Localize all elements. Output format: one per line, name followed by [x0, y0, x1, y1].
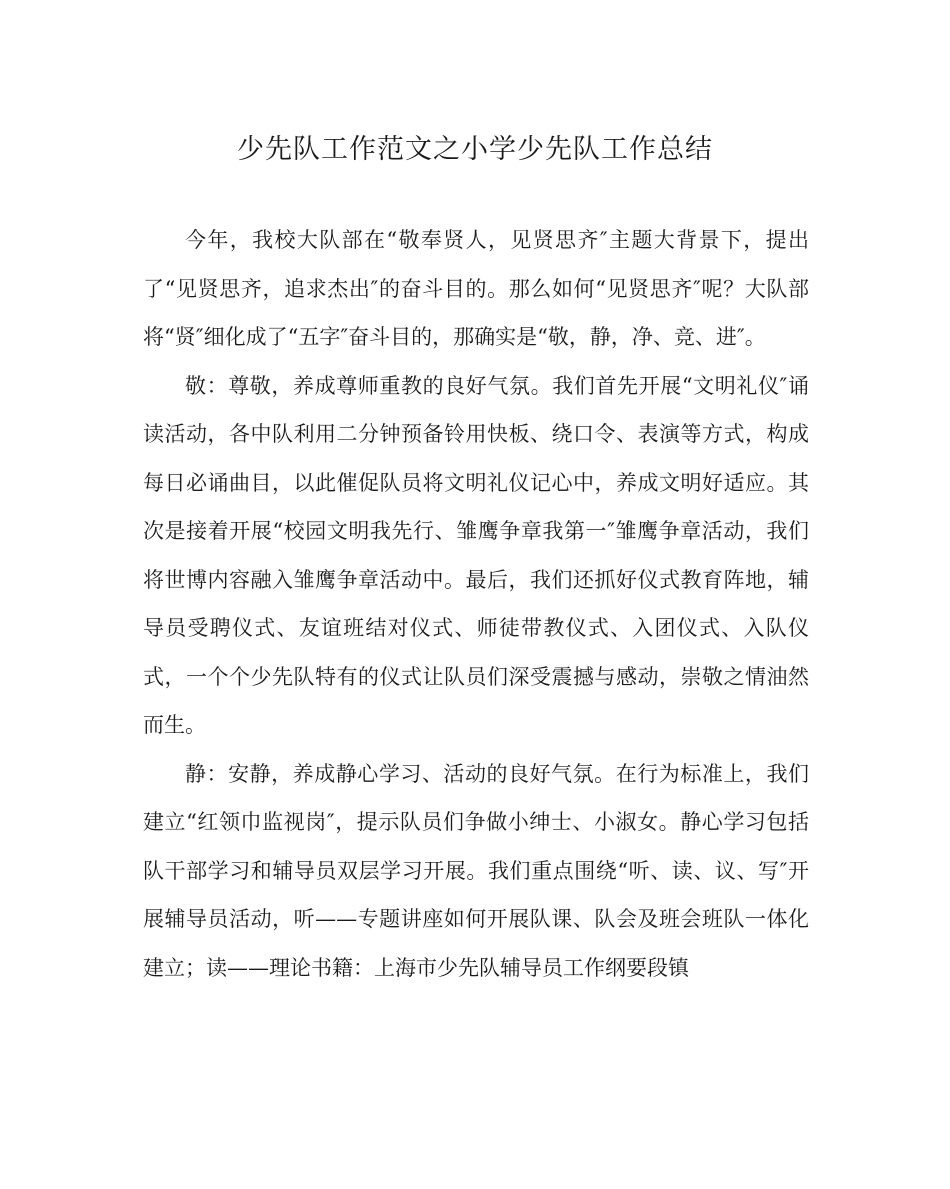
paragraph-quiet: 静：安静，养成静心学习、活动的良好气氛。在行为标准上，我们建立“红领巾监视岗″，提示队员们争做小绅士、小淑女。静心学习包括队干部学习和辅导员双层学习开展。我们重点围绕“听、读、议、写″开展辅导员活动，听——专题讲座如何开展队课、队会及班会班队一体化建立；读——理论书籍：上海市少先队辅导员工作纲要段镇: [143, 761, 809, 980]
document-body: [143, 216, 809, 992]
document-title: 少先队工作范文之小学少先队工作总结: [237, 134, 713, 165]
paragraph-intro: 今年，我校大队部在“敬奉贤人，见贤思齐″主题大背景下，提出了“见贤思齐，追求杰出″的奋斗目的。那么如何“见贤思齐″呢？大队部将“贤″细化成了“五字″奋斗目的，那确实是“敬，静，净、竞、进″。: [143, 228, 809, 349]
paragraph-respect: 敬：尊敬，养成尊师重教的良好气氛。我们首先开展“文明礼仪″诵读活动，各中队利用二分钟预备铃用快板、绕口令、表演等方式，构成每日必诵曲目，以此催促队员将文明礼仪记心中，养成文明好适应。其次是接着开展“校园文明我先行、雏鹰争章我第一″雏鹰争章活动，我们将世博内容融入雏鹰争章活动中。最后，我们还抓好仪式教育阵地，辅导员受聘仪式、友谊班结对仪式、师徒带教仪式、入团仪式、入队仪式，一个个少先队特有的仪式让队员们深受震撼与感动，崇敬之情油然而生。: [143, 373, 809, 737]
